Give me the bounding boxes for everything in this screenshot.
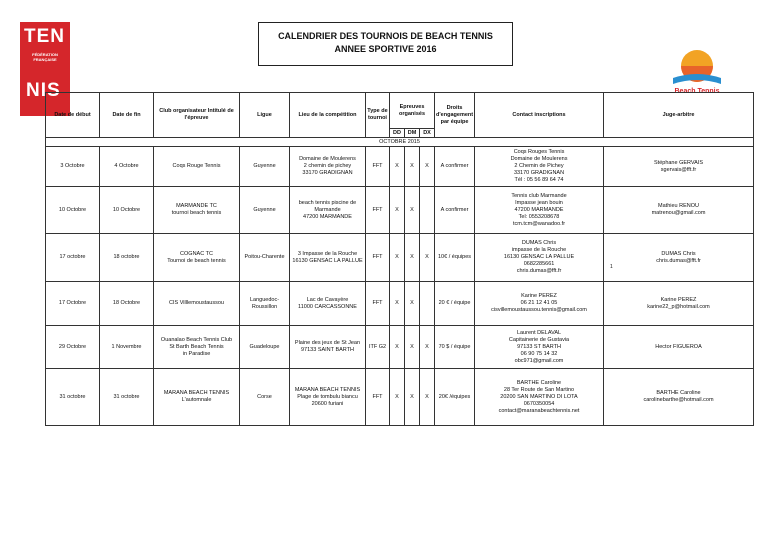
cell-dx: X bbox=[420, 147, 435, 187]
cell-type: ITF G2 bbox=[366, 326, 390, 369]
cell-dd: X bbox=[390, 147, 405, 187]
cell-contact: Tennis club Marmande Impasse jean bouin 47200 MARMANDE Tel: 0553208678 tcm.tcm@wanadoo.fr bbox=[475, 187, 604, 234]
cell-ligue: Guyenne bbox=[240, 147, 290, 187]
cell-ligue: Poitou-Charente bbox=[240, 234, 290, 282]
cell-droits: 20 € / équipe bbox=[435, 282, 475, 326]
cell-ligue: Corse bbox=[240, 369, 290, 426]
header-droits: Droits d'engagement par équipe bbox=[435, 93, 475, 138]
page-marker: 1 bbox=[610, 264, 613, 270]
cell-juge: BARTHE Caroline carolinebarthe@hotmail.com bbox=[604, 369, 754, 426]
cell-lieu: Domaine de Moulerens 2 chemin de pichey 33170 GRADIGNAN bbox=[290, 147, 366, 187]
cell-type: FFT bbox=[366, 234, 390, 282]
cell-fin: 18 Octobre bbox=[100, 282, 154, 326]
cell-club: Ouanalao Beach Tennis Club St Barth Beach Tennis in Paradise bbox=[154, 326, 240, 369]
title-line-1: CALENDRIER DES TOURNOIS DE BEACH TENNIS bbox=[278, 31, 493, 41]
cell-dm: X bbox=[405, 326, 420, 369]
cell-fin: 18 octobre bbox=[100, 234, 154, 282]
cell-ligue: Languedoc-Roussillon bbox=[240, 282, 290, 326]
header-date-fin: Date de fin bbox=[100, 93, 154, 138]
cell-debut: 31 octobre bbox=[46, 369, 100, 426]
cell-lieu: Lac de Cavayère 11000 CARCASSONNE bbox=[290, 282, 366, 326]
cell-dm: X bbox=[405, 282, 420, 326]
cell-dd: X bbox=[390, 369, 405, 426]
header-juge: Juge-arbitre bbox=[604, 93, 754, 138]
cell-dd: X bbox=[390, 234, 405, 282]
table-row bbox=[46, 369, 754, 426]
cell-debut: 17 Octobre bbox=[46, 282, 100, 326]
cell-contact: Laurent DELAVAL Capitainerie de Gustavia 97133 ST BARTH 06 90 75 14 32 obc971@gmail.com bbox=[475, 326, 604, 369]
cell-dm: X bbox=[405, 369, 420, 426]
cell-fin: 4 Octobre bbox=[100, 147, 154, 187]
cell-ligue: Guyenne bbox=[240, 187, 290, 234]
title-line-2: ANNEE SPORTIVE 2016 bbox=[334, 44, 437, 54]
cell-dm: X bbox=[405, 147, 420, 187]
header-ligue: Ligue bbox=[240, 93, 290, 138]
cell-droits: 10€ / équipes bbox=[435, 234, 475, 282]
section-header: OCTOBRE 2015 bbox=[46, 138, 754, 147]
cell-juge: Hector FIGUEROA bbox=[604, 326, 754, 369]
cell-club: COGNAC TC Tournoi de beach tennis bbox=[154, 234, 240, 282]
cell-dx: X bbox=[420, 369, 435, 426]
cell-type: FFT bbox=[366, 187, 390, 234]
logo-text-sub: FÉDÉRATION FRANÇAISE bbox=[32, 52, 58, 62]
cell-debut: 17 octobre bbox=[46, 234, 100, 282]
table-row bbox=[46, 234, 754, 282]
header-dd: DD bbox=[390, 129, 405, 138]
cell-dx bbox=[420, 282, 435, 326]
document-title bbox=[258, 22, 513, 66]
cell-dm: X bbox=[405, 234, 420, 282]
cell-contact: DUMAS Chris impasse de la Rouche 16130 GENSAC LA PALLUE 0682285661 chris.dumas@fft.fr bbox=[475, 234, 604, 282]
cell-juge: Karine PEREZ karine22_p@hotmail.com bbox=[604, 282, 754, 326]
header-dm: DM bbox=[405, 129, 420, 138]
cell-dd: X bbox=[390, 326, 405, 369]
cell-dx bbox=[420, 187, 435, 234]
cell-type: FFT bbox=[366, 147, 390, 187]
header-dx: DX bbox=[420, 129, 435, 138]
cell-club: MARMANDE TC tournoi beach tennis bbox=[154, 187, 240, 234]
cell-lieu: 3 Impasse de la Rouche 16130 GENSAC LA PALLUE bbox=[290, 234, 366, 282]
cell-dd: X bbox=[390, 187, 405, 234]
header-club: Club organisateur Intitulé de l'épreuve bbox=[154, 93, 240, 138]
cell-debut: 29 Octobre bbox=[46, 326, 100, 369]
header-contact: Contact inscriptions bbox=[475, 93, 604, 138]
cell-dd: X bbox=[390, 282, 405, 326]
cell-type: FFT bbox=[366, 369, 390, 426]
logo-text-bottom: NIS bbox=[26, 80, 61, 101]
cell-debut: 3 Octobre bbox=[46, 147, 100, 187]
header-type: Type de tournoi bbox=[366, 93, 390, 138]
table-row bbox=[46, 187, 754, 234]
cell-droits: 20€ /équipes bbox=[435, 369, 475, 426]
header-lieu: Lieu de la compétition bbox=[290, 93, 366, 138]
cell-lieu: beach tennis piscine de Marmande 47200 MARMANDE bbox=[290, 187, 366, 234]
cell-debut: 10 Octobre bbox=[46, 187, 100, 234]
cell-lieu: Plaine des jeux de St Jean 97133 SAINT BARTH bbox=[290, 326, 366, 369]
cell-contact: BARTHE Caroline 28 Ter Route de San Martino 20200 SAN MARTINO DI LOTA 0670350054 contact@maranabeachtennis.net bbox=[475, 369, 604, 426]
logo-caption: Beach Tennis bbox=[674, 88, 720, 95]
header-epreuves: Epreuves organisés bbox=[390, 93, 435, 129]
cell-fin: 31 octobre bbox=[100, 369, 154, 426]
cell-type: FFT bbox=[366, 282, 390, 326]
cell-club: Coqs Rouge Tennis bbox=[154, 147, 240, 187]
cell-droits: A confirmer bbox=[435, 147, 475, 187]
logo-text-top: TEN bbox=[24, 26, 65, 47]
cell-ligue: Guadeloupe bbox=[240, 326, 290, 369]
cell-contact: Coqs Rouges Tennis Domaine de Moulerens 2 Chemin de Pichey 33170 GRADIGNAN Tél : 05 56 89 64 74 bbox=[475, 147, 604, 187]
header-date-debut: Date de début bbox=[46, 93, 100, 138]
cell-juge: Stéphane GERVAIS sgervais@fft.fr bbox=[604, 147, 754, 187]
cell-droits: A confirmer bbox=[435, 187, 475, 234]
table-row bbox=[46, 326, 754, 369]
cell-juge: Mathieu RENOU matrenou@gmail.com bbox=[604, 187, 754, 234]
table-row bbox=[46, 147, 754, 187]
cell-lieu: MARANA BEACH TENNIS Plage de tombulu biancu 20600 furiani bbox=[290, 369, 366, 426]
table-row bbox=[46, 282, 754, 326]
cell-contact: Karine PEREZ 06 21 12 41 05 cisvillemoustaussou.tennis@gmail.com bbox=[475, 282, 604, 326]
cell-droits: 70 $ / équipe bbox=[435, 326, 475, 369]
cell-club: MARANA BEACH TENNIS L'automnale bbox=[154, 369, 240, 426]
tournament-table bbox=[45, 92, 754, 426]
cell-fin: 10 Octobre bbox=[100, 187, 154, 234]
cell-juge: DUMAS Chris chris.dumas@fft.fr bbox=[604, 234, 754, 282]
cell-dm: X bbox=[405, 187, 420, 234]
cell-club: CIS Villlemoustaussou bbox=[154, 282, 240, 326]
cell-fin: 1 Novembre bbox=[100, 326, 154, 369]
cell-dx: X bbox=[420, 326, 435, 369]
cell-dx: X bbox=[420, 234, 435, 282]
